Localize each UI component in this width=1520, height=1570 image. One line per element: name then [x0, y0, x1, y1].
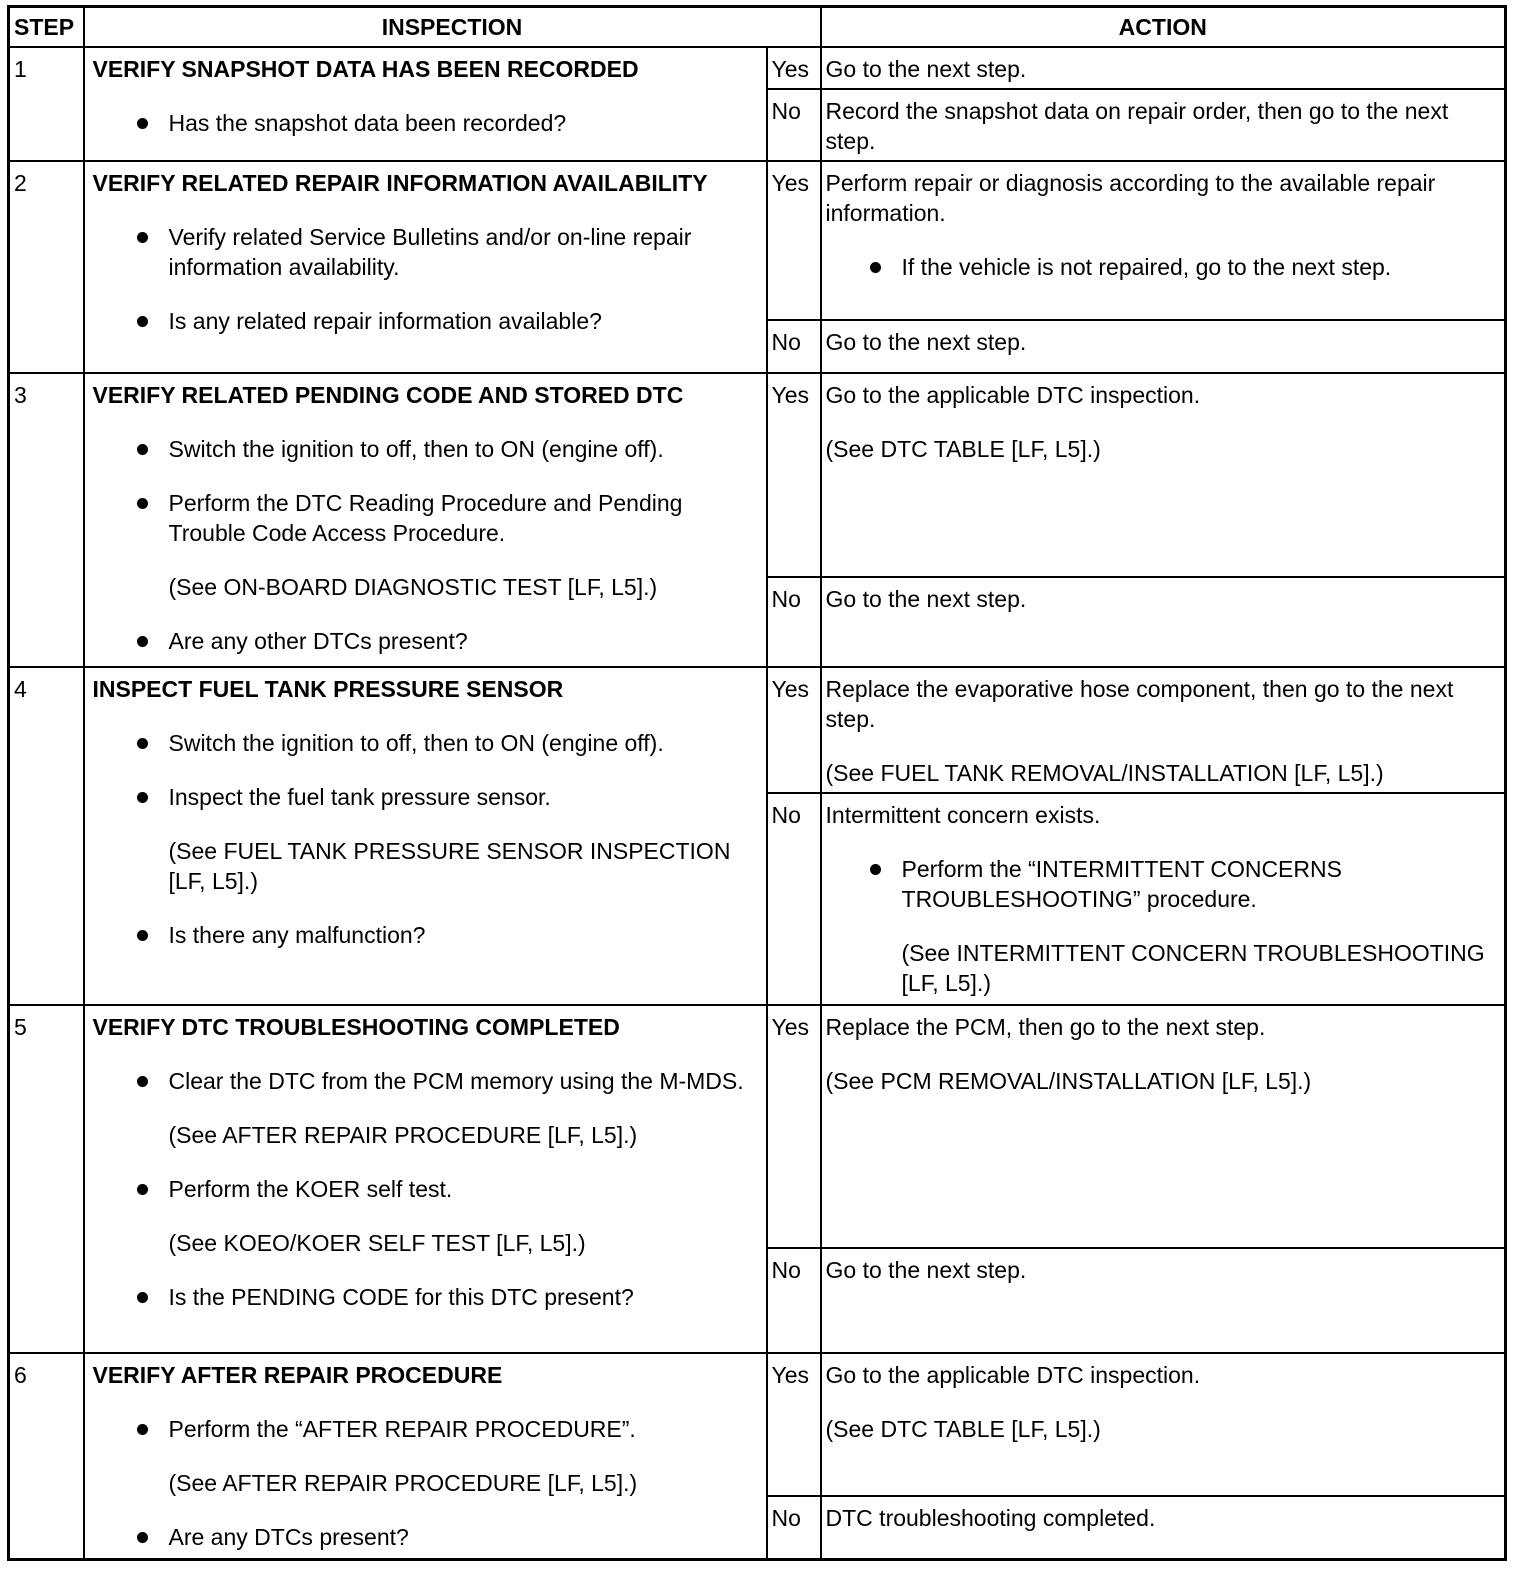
- step-inspection: [84, 373, 767, 667]
- bullet-icon: [137, 444, 148, 455]
- bullet-icon: [137, 316, 148, 327]
- reference-text: (See INTERMITTENT CONCERN TROUBLESHOOTING [LF, L5].): [901, 940, 1485, 997]
- step-inspection: [84, 1353, 767, 1559]
- bullet-icon: [137, 1424, 148, 1435]
- header-row: [9, 7, 1506, 48]
- no-label: No: [767, 1496, 821, 1559]
- step-6-yes-row: [9, 1353, 1506, 1496]
- bullet-text: Is the PENDING CODE for this DTC present?: [168, 1283, 634, 1310]
- step-3-yes-row: [9, 373, 1506, 577]
- action-text: Replace the PCM, then go to the next step.: [825, 1013, 1266, 1040]
- action-text: Go to the next step.: [825, 1256, 1027, 1283]
- step-4-yes-row: [9, 667, 1506, 793]
- no-action: [821, 320, 1506, 372]
- step-1-yes-row: [9, 47, 1506, 89]
- reference-text: (See DTC TABLE [LF, L5].): [825, 1416, 1101, 1443]
- yes-label: Yes: [767, 1353, 821, 1496]
- bullet-item: [93, 920, 758, 950]
- no-action: [821, 89, 1506, 161]
- bullet-item: [93, 1522, 758, 1552]
- yes-label: Yes: [767, 373, 821, 577]
- step-title: VERIFY AFTER REPAIR PROCEDURE: [92, 1362, 503, 1389]
- bullet-item: [93, 434, 758, 464]
- bullet-item: [93, 108, 758, 138]
- bullet-text: Is any related repair information available?: [168, 308, 602, 335]
- bullet-text: Perform the KOER self test.: [168, 1175, 453, 1202]
- bullet-item: [93, 222, 758, 282]
- bullet-text: Perform the “INTERMITTENT CONCERNS TROUBLESHOOTING” procedure.: [901, 856, 1342, 913]
- step-inspection: [84, 161, 767, 372]
- action-text: Intermittent concern exists.: [825, 802, 1101, 829]
- bullet-item: [93, 1282, 758, 1312]
- action-text: Go to the next step.: [825, 56, 1027, 82]
- bullet-icon: [137, 792, 148, 803]
- yes-action: [821, 1005, 1506, 1248]
- step-title: VERIFY RELATED PENDING CODE AND STORED DTC: [92, 381, 684, 408]
- yes-action: [821, 47, 1506, 89]
- reference-text: (See KOEO/KOER SELF TEST [LF, L5].): [168, 1229, 586, 1256]
- bullet-text: Clear the DTC from the PCM memory using the M-MDS.: [168, 1067, 744, 1094]
- header-step: STEP: [9, 7, 84, 48]
- action-text: Go to the next step.: [825, 329, 1027, 356]
- step-5-yes-row: [9, 1005, 1506, 1248]
- action-text: Replace the evaporative hose component, then go to the next step.: [825, 675, 1454, 732]
- step-inspection: [84, 1005, 767, 1354]
- yes-action: [821, 667, 1506, 793]
- bullet-item: [93, 1066, 758, 1096]
- yes-action: [821, 1353, 1506, 1496]
- yes-action: [821, 161, 1506, 320]
- action-text: Go to the next step.: [825, 585, 1027, 612]
- bullet-text: Is there any malfunction?: [168, 921, 426, 948]
- no-action: [821, 793, 1506, 1004]
- step-title: INSPECT FUEL TANK PRESSURE SENSOR: [92, 675, 564, 702]
- step-number: 4: [9, 667, 84, 1005]
- yes-label: Yes: [767, 667, 821, 793]
- step-2-yes-row: [9, 161, 1506, 320]
- step-number: 2: [9, 161, 84, 372]
- action-text: Record the snapshot data on repair order, then go to the next step.: [825, 98, 1449, 155]
- no-label: No: [767, 793, 821, 1004]
- step-number: 6: [9, 1353, 84, 1559]
- no-label: No: [767, 577, 821, 667]
- bullet-item: [826, 252, 1501, 282]
- bullet-text: Perform the DTC Reading Procedure and Pending Trouble Code Access Procedure.: [168, 489, 683, 546]
- step-inspection: [84, 667, 767, 1005]
- bullet-text: If the vehicle is not repaired, go to the next step.: [901, 254, 1392, 281]
- yes-action: [821, 373, 1506, 577]
- step-inspection: [84, 47, 767, 161]
- bullet-icon: [137, 118, 148, 129]
- no-label: No: [767, 1248, 821, 1353]
- yes-label: Yes: [767, 1005, 821, 1248]
- bullet-icon: [137, 498, 148, 509]
- bullet-item: [93, 728, 758, 758]
- bullet-item: [93, 306, 758, 336]
- header-action: ACTION: [821, 7, 1506, 48]
- bullet-text: Are any DTCs present?: [168, 1524, 409, 1551]
- yes-label: Yes: [767, 47, 821, 89]
- step-title: VERIFY SNAPSHOT DATA HAS BEEN RECORDED: [92, 56, 639, 82]
- action-text: Perform repair or diagnosis according to the available repair information.: [825, 170, 1436, 227]
- bullet-icon: [137, 1076, 148, 1087]
- bullet-item: [93, 1414, 758, 1444]
- step-number: 1: [9, 47, 84, 161]
- reference-text: (See AFTER REPAIR PROCEDURE [LF, L5].): [168, 1470, 638, 1497]
- reference-text: (See PCM REMOVAL/INSTALLATION [LF, L5].): [825, 1067, 1312, 1094]
- action-text: Go to the applicable DTC inspection.: [825, 381, 1201, 408]
- bullet-item: [826, 854, 1501, 914]
- bullet-text: Perform the “AFTER REPAIR PROCEDURE”.: [168, 1416, 636, 1443]
- bullet-text: Verify related Service Bulletins and/or on-line repair information availability.: [168, 224, 692, 281]
- bullet-text: Switch the ignition to off, then to ON (engine off).: [168, 435, 664, 462]
- no-label: No: [767, 89, 821, 161]
- no-action: [821, 1248, 1506, 1353]
- bullet-text: Has the snapshot data been recorded?: [168, 110, 567, 136]
- bullet-icon: [137, 738, 148, 749]
- troubleshooting-table: [7, 5, 1507, 1561]
- bullet-icon: [137, 930, 148, 941]
- no-label: No: [767, 320, 821, 372]
- bullet-icon: [137, 1184, 148, 1195]
- reference-text: (See ON-BOARD DIAGNOSTIC TEST [LF, L5].): [168, 573, 658, 600]
- bullet-icon: [137, 232, 148, 243]
- yes-label: Yes: [767, 161, 821, 320]
- step-number: 5: [9, 1005, 84, 1354]
- bullet-item: [93, 1174, 758, 1204]
- no-action: [821, 1496, 1506, 1559]
- step-title: VERIFY RELATED REPAIR INFORMATION AVAILABILITY: [92, 170, 708, 197]
- bullet-item: [93, 782, 758, 812]
- bullet-icon: [137, 1532, 148, 1543]
- bullet-icon: [870, 262, 881, 273]
- bullet-text: Switch the ignition to off, then to ON (engine off).: [168, 729, 664, 756]
- header-inspection: INSPECTION: [84, 7, 821, 48]
- bullet-text: Inspect the fuel tank pressure sensor.: [168, 783, 551, 810]
- reference-text: (See AFTER REPAIR PROCEDURE [LF, L5].): [168, 1121, 638, 1148]
- step-title: VERIFY DTC TROUBLESHOOTING COMPLETED: [92, 1013, 620, 1040]
- bullet-icon: [870, 864, 881, 875]
- reference-text: (See DTC TABLE [LF, L5].): [825, 435, 1101, 462]
- reference-text: (See FUEL TANK PRESSURE SENSOR INSPECTION [LF, L5].): [168, 837, 731, 894]
- bullet-icon: [137, 636, 148, 647]
- action-text: DTC troubleshooting completed.: [825, 1505, 1156, 1532]
- reference-text: (See FUEL TANK REMOVAL/INSTALLATION [LF, L5].): [825, 759, 1384, 786]
- bullet-icon: [137, 1292, 148, 1303]
- bullet-item: [93, 626, 758, 656]
- bullet-item: [93, 488, 758, 548]
- bullet-text: Are any other DTCs present?: [168, 627, 468, 654]
- no-action: [821, 577, 1506, 667]
- action-text: Go to the applicable DTC inspection.: [825, 1362, 1201, 1389]
- step-number: 3: [9, 373, 84, 667]
